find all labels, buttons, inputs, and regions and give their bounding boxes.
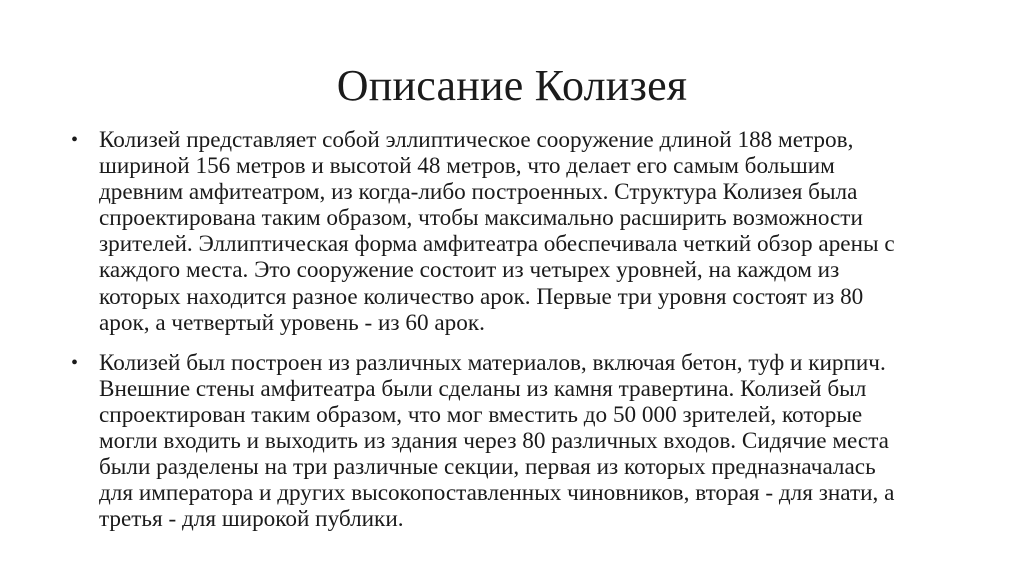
slide-title: Описание Колизея — [336, 61, 688, 110]
bullet-line: зрителей. Эллиптическая форма амфитеатра обеспечивала четкий обзор арены с — [99, 231, 895, 258]
bullet-list — [70, 127, 990, 532]
bullet-line: шириной 156 метров и высотой 48 метров, что делает его самым большим — [99, 153, 835, 180]
bullet-line: арок, а четвертый уровень - из 60 арок. — [99, 309, 485, 336]
bullet-line: которых находится разное количество арок. Первые три уровня состоят из 80 — [99, 283, 864, 310]
bullet-line: спроектирован таким образом, что мог вместить до 50 000 зрителей, которые — [99, 401, 863, 428]
bullet-dot: • — [71, 351, 79, 374]
bullet-line: Внешние стены амфитеатра были сделаны из камня травертина. Колизей был — [99, 375, 867, 402]
bullet-line: Колизей был построен из различных материалов, включая бетон, туф и кирпич. — [99, 349, 886, 376]
bullet-line: Колизей представляет собой эллиптическое сооружение длиной 188 метров, — [99, 127, 854, 153]
bullet-dot: • — [71, 129, 79, 151]
bullet-line: третья - для широкой публики. — [99, 506, 404, 533]
bullet-line: могли входить и выходить из здания через 80 различных входов. Сидячие места — [99, 428, 889, 455]
bullet-line: были разделены на три различные секции, первая из которых предназначалась — [99, 454, 876, 481]
bullet-line: для императора и других высокопоставленных чиновников, вторая - для знати, а — [99, 480, 895, 507]
bullet-line: спроектирована таким образом, чтобы максимально расширить возможности — [99, 205, 863, 232]
bullet-line: каждого места. Это сооружение состоит из четырех уровней, на каждом из — [99, 257, 840, 284]
bullet-item — [70, 350, 990, 533]
bullet-item — [70, 127, 990, 336]
bullet-line: древним амфитеатром, из когда-либо построенных. Структура Колизея была — [99, 179, 858, 206]
